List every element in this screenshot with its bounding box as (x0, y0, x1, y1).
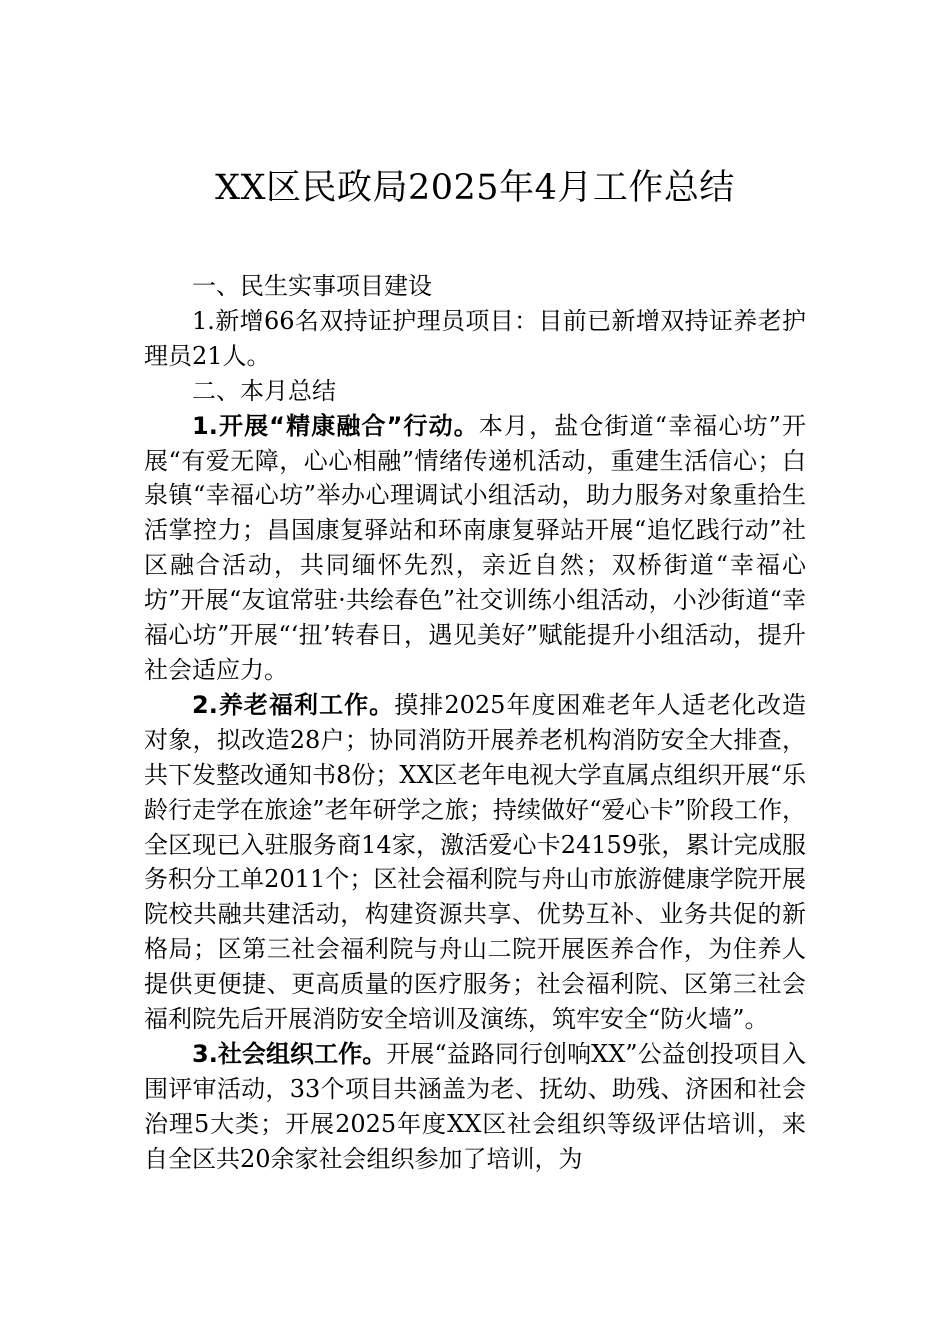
paragraph-lead: 2.养老福利工作。 (192, 690, 395, 719)
paragraph-section-2-heading (144, 374, 806, 409)
paragraph-text: 一、民生实事项目建设 (192, 272, 432, 300)
paragraph-lead: 3.社会组织工作。 (192, 1039, 387, 1068)
paragraph-text: 本月，盐仓街道“幸福心坊”开展“有爱无障，心心相融”情绪传递机活动，重建生活信心；白泉镇“幸福心坊”举办心理调试小组活动，助力服务对象重拾生活掌控力；昌国康复驿站和环南康复驿站开展“追忆践行动”社区融合活动，共同缅怀先烈，亲近自然；双桥街道“幸福心坊”开展“友谊常驻·共绘春色”社交训练小组活动，小沙街道“幸福心坊”开展“‘扭’转春日，遇见美好”赋能提升小组活动，提升社会适应力。 (144, 411, 806, 684)
paragraph-text: 1.新增66名双持证护理员项目：目前已新增双持证养老护理员21人。 (144, 306, 806, 370)
paragraph-item-2-1 (144, 409, 806, 688)
paragraph-text: 二、本月总结 (192, 376, 336, 405)
paragraph-item-1-1 (144, 304, 806, 374)
paragraph-item-2-2 (144, 688, 806, 1037)
paragraph-item-2-3 (144, 1037, 806, 1177)
paragraph-text: 摸排2025年度困难老年人适老化改造对象，拟改造28户；协同消防开展养老机构消防安全大排查，共下发整改通知书8份；XX区老年电视大学直属点组织开展“乐龄行走学在旅途”老年研学之旅；持续做好“爱心卡”阶段工作，全区现已入驻服务商14家，激活爱心卡24159张，累计完成服务积分工单2011个；区社会福利院与舟山市旅游健康学院开展院校共融共建活动，构建资源共享、优势互补、业务共促的新格局；区第三社会福利院与舟山二院开展医养合作，为住养人提供更便捷、更高质量的医疗服务；社会福利院、区第三社会福利院先后开展消防安全培训及演练，筑牢安全“防火墙”。 (144, 690, 806, 1034)
document-title: XX区民政局2025年4月工作总结 (215, 168, 735, 208)
paragraph-lead: 1.开展“精康融合”行动。 (192, 411, 479, 440)
paragraph-text: 开展“益路同行创响XX”公益创投项目入围评审活动，33个项目共涵盖为老、抚幼、助残、济困和社会治理5大类；开展2025年度XX区社会组织等级评估培训，来自全区共20余家社会组织参加了培训，为 (144, 1039, 806, 1173)
paragraph-section-1-heading (144, 269, 806, 304)
